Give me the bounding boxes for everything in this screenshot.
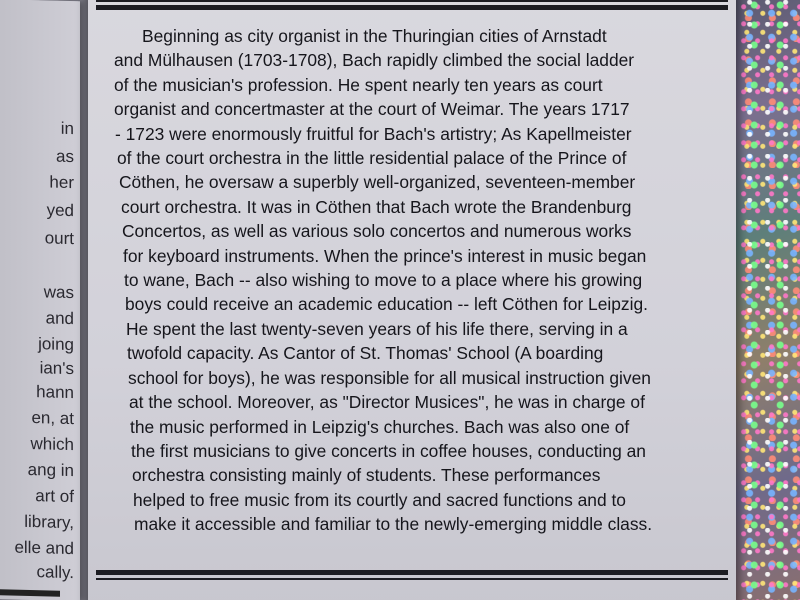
article-line: boys could receive an academic education -- left Cöthen for Leipzig. [125, 294, 648, 315]
left-page-fragment: yed [46, 200, 74, 221]
article-line: Concertos, as well as various solo concertos and numerous works [122, 221, 632, 242]
left-page-fragment: in [60, 118, 74, 139]
article-line: make it accessible and familiar to the newly-emerging middle class. [134, 514, 653, 535]
article-line: of the court orchestra in the little residential palace of the Prince of [117, 148, 627, 169]
article-line: helped to free music from its courtly and sacred functions and to [133, 489, 626, 510]
article-line: court orchestra. It was in Cöthen that Bach wrote the Brandenburg [121, 196, 632, 217]
left-page-fragment: en, at [31, 408, 74, 429]
left-page-fragment: joing [38, 334, 74, 355]
left-page-fragment: library, [24, 511, 74, 533]
article-line: Cöthen, he oversaw a superbly well-organized, seventeen-member [119, 172, 636, 193]
left-page-fragment: hann [36, 382, 74, 403]
article-line: and Mülhausen (1703-1708), Bach rapidly climbed the social ladder [114, 50, 635, 71]
article-line: Beginning as city organist in the Thuringian cities of Arnstadt [142, 26, 607, 46]
article-line: of the musician's profession. He spent nearly ten years as court [114, 74, 603, 95]
article-body [100, 24, 710, 537]
left-page [0, 0, 80, 600]
left-page-fragment: cally. [36, 562, 74, 583]
left-page-fragment: art of [35, 486, 74, 507]
article-line: school for boys), he was responsible for all musical instruction given [128, 367, 651, 388]
left-page-fragment: was [43, 282, 74, 303]
left-page-rule [0, 589, 60, 597]
article-line: the first musicians to give concerts in coffee houses, conducting an [131, 440, 646, 461]
left-page-fragment: ourt [44, 228, 74, 249]
bottom-rule [96, 570, 728, 583]
article-line: at the school. Moreover, as "Director Musices", he was in charge of [129, 392, 645, 413]
left-page-fragment: which [30, 434, 74, 455]
left-page-fragment: ian's [39, 358, 74, 379]
left-page-fragment: elle and [14, 537, 74, 559]
left-page-fragment: her [49, 172, 74, 193]
article-line: orchestra consisting mainly of students. These performances [132, 465, 601, 486]
article-line: organist and concertmaster at the court of Weimar. The years 1717 [114, 99, 630, 120]
left-page-fragment: ang in [27, 459, 74, 481]
article-line: the music performed in Leipzig's churches. Bach was also one of [130, 416, 630, 437]
left-page-fragment: as [56, 146, 74, 167]
article-line: to wane, Bach -- also wishing to move to a place where his growing [124, 270, 643, 291]
top-rule [96, 0, 728, 10]
article-line: for keyboard instruments. When the prince's interest in music began [123, 245, 647, 266]
article-line: He spent the last twenty-seven years of his life there, serving in a [126, 318, 628, 339]
main-page [88, 0, 736, 600]
article-line: twofold capacity. As Cantor of St. Thomas' School (A boarding [127, 343, 604, 364]
left-page-fragment: and [45, 308, 74, 329]
article-line: - 1723 were enormously fruitful for Bach's artistry; As Kapellmeister [115, 123, 632, 144]
